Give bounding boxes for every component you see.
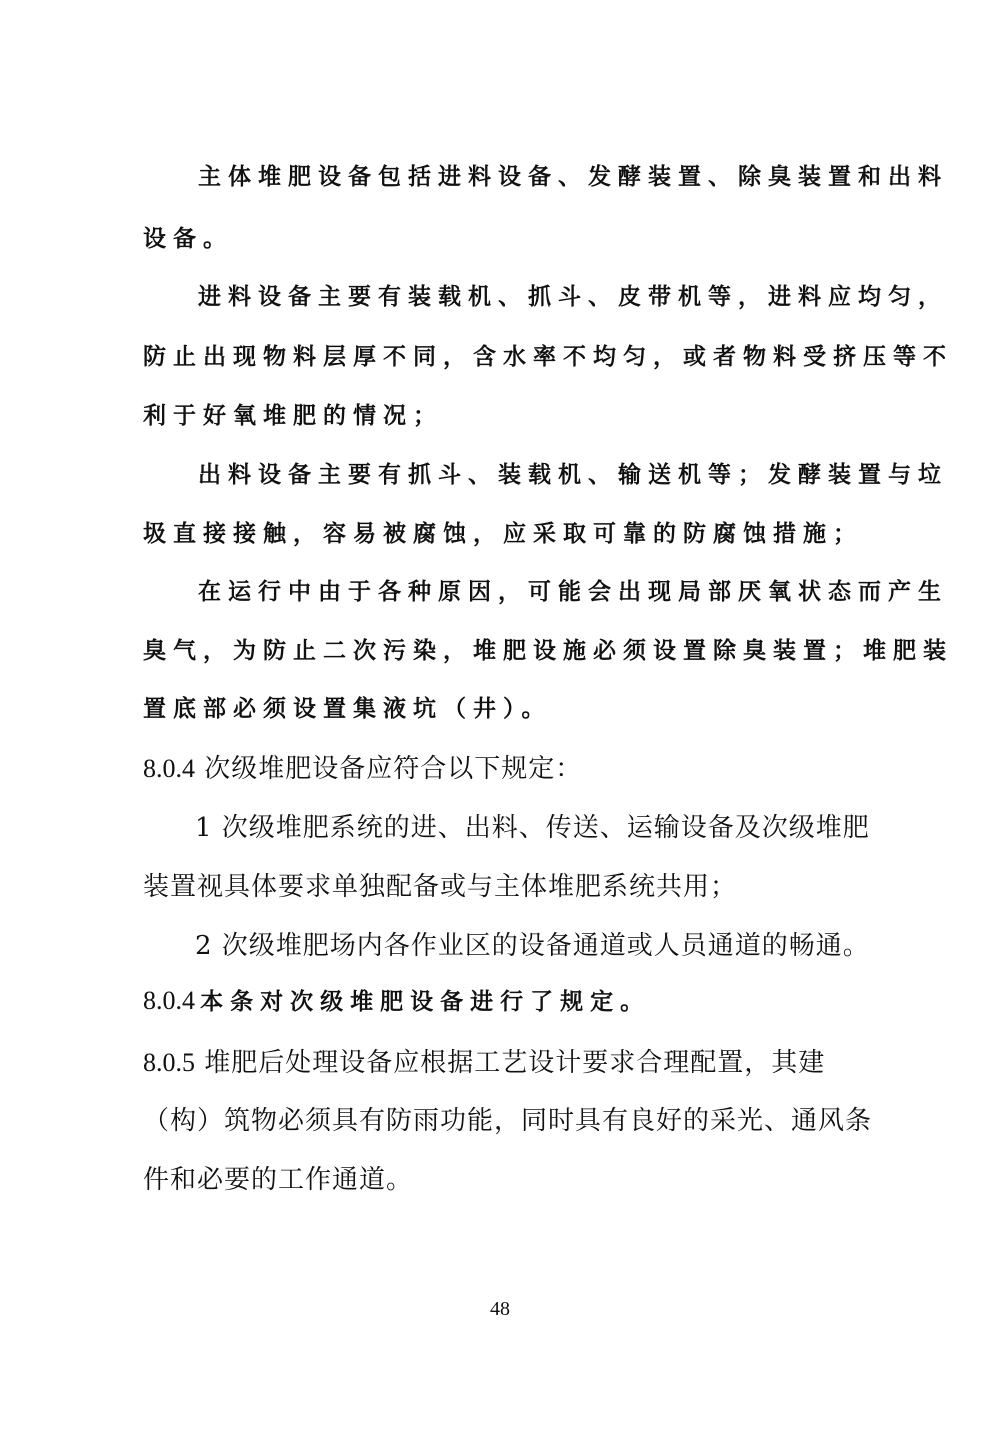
commentary-line: 设备。 xyxy=(143,226,233,252)
commentary-line: 进料设备主要有装载机、抓斗、皮带机等，进料应均匀， xyxy=(198,284,948,310)
commentary-line: 圾直接接触，容易被腐蚀，应采取可靠的防腐蚀措施； xyxy=(143,521,863,547)
clause-title: 次级堆肥设备应符合以下规定： xyxy=(204,754,583,784)
commentary-line: 主体堆肥设备包括进料设备、发酵装置、除臭装置和出料 xyxy=(198,164,948,190)
clause-heading xyxy=(143,1042,1000,1079)
clause-line: （构）筑物必须具有防雨功能，同时具有良好的采光、通风条 xyxy=(143,1106,873,1136)
clause-item-line: 装置视具体要求单独配备或与主体堆肥系统共用； xyxy=(143,872,738,902)
page-number: 48 xyxy=(490,1298,510,1320)
clause-line: 件和必要的工作通道。 xyxy=(143,1165,414,1195)
commentary-line: 利于好氧堆肥的情况； xyxy=(143,403,443,429)
clause-text: 堆肥后处理设备应根据工艺设计要求合理配置，其建 xyxy=(204,1048,826,1078)
commentary-line: 置底部必须设置集液坑（井）。 xyxy=(143,696,552,722)
commentary-line: 出料设备主要有抓斗、装载机、输送机等；发酵装置与垃 xyxy=(198,462,948,488)
clause-item-line: 2 次级堆肥场内各作业区的设备通道或人员通道的畅通。 xyxy=(195,931,870,961)
commentary-number: 8.0.4 xyxy=(143,986,195,1015)
commentary-line: 臭气，为防止二次污染，堆肥设施必须设置除臭装置；堆肥装 xyxy=(143,638,953,664)
commentary-heading xyxy=(143,983,1000,1016)
clause-number: 8.0.4 xyxy=(143,754,195,783)
clause-number: 8.0.5 xyxy=(143,1048,195,1077)
commentary-line: 在运行中由于各种原因，可能会出现局部厌氧状态而产生 xyxy=(198,579,948,605)
commentary-text: 本条对次级堆肥设备进行了规定。 xyxy=(200,989,651,1015)
commentary-line: 防止出现物料层厚不同，含水率不均匀，或者物料受挤压等不 xyxy=(143,344,953,370)
clause-heading xyxy=(143,748,1000,785)
clause-item-line: 1 次级堆肥系统的进、出料、传送、运输设备及次级堆肥 xyxy=(195,813,870,843)
